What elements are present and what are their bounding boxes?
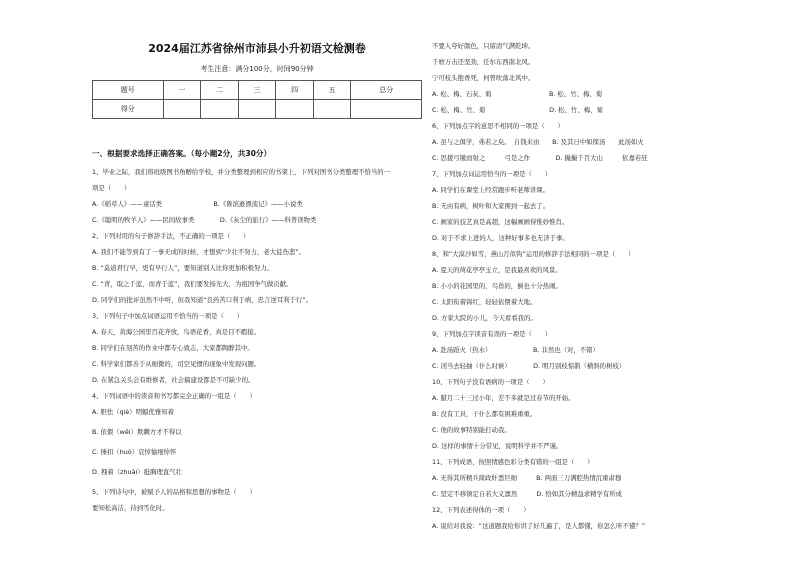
header-cell-part-5: 五	[313, 81, 351, 100]
right-text-line: A. 同学们在课堂上经常跑步听老师讲课。	[432, 186, 549, 194]
right-text-line: 12、下列表述得体的一项（ ）	[432, 506, 530, 514]
paper-title: 2024届江苏省徐州市沛县小升初语文检测卷	[148, 42, 366, 55]
left-text-line: 1、毕业之际，我们将班级图书角赠给学校，并分类整理到相应的书架上，下列对图书分类整理不恰当的一	[92, 168, 391, 176]
right-text-line: B. 小小的花园里的，鸟兽的，倒也十分热闹。	[432, 282, 562, 290]
right-text-line: A. 无得其所精兵简政纤悉巨细 B. 两面三刀满腔热情沉重肃穆	[432, 474, 622, 482]
right-text-line: 7、下列加点词运用恰当的一项是（ ）	[432, 170, 552, 178]
left-text-line: D. 同学们的批评虽然不中听，但我知道“良药苦口利于病，忠言逆耳利于行”。	[92, 296, 313, 304]
right-text-line: 宁可枝头抱香死，何曾吹落北风中。	[432, 74, 535, 82]
right-text-line: C. 太阳衔着锦红，轻轻依偎着大地。	[432, 298, 537, 306]
left-text-line: D. 拽着（zhuài）挺胸理直气壮	[92, 468, 183, 476]
right-text-line: B. 无由有病，树叶和大家围到一起去了。	[432, 202, 550, 210]
row-label-score: 得分	[93, 100, 164, 119]
header-cell-part-3: 三	[238, 81, 276, 100]
right-text-line: C. 画家的技艺真是高超，这幅画画得惟妙惟肖。	[432, 218, 569, 226]
right-text-line: C. 他的故事特别能打动我。	[432, 426, 511, 434]
left-text-line: C. “青，取之于蓝，而青于蓝”，我们要发扬光大，为祖国争气做贡献。	[92, 280, 293, 288]
left-text-line: A. 胆怯（qiè）明媚优雅知着	[92, 408, 174, 416]
score-cell	[313, 100, 351, 119]
left-text-line: A. 春天，黄海公园里百花齐放，鸟语花香，真是目不暇接。	[92, 328, 261, 336]
right-text-line: C. 思援弓缴而射之 弓是之作 D. 撮撮千百大山 依嘉若狂	[432, 154, 648, 162]
right-text-line: 8、和“大漠沙如雪，燕山月似钩”运用的修辞手法相同的一项是（ ）	[432, 250, 635, 258]
left-text-line: 要知松高洁，待到雪化时。	[92, 504, 169, 512]
section-heading: 一、根据要求选择正确答案。（每小题2分，共30分）	[92, 149, 272, 158]
header-cell-question-no: 题号	[93, 81, 164, 100]
score-cell	[276, 100, 314, 119]
right-text-line: C. 闭当去轻抽（什么时候） D. 明月别枝惊鹊（横斜的树枝）	[432, 362, 626, 370]
score-table-score-row	[93, 100, 422, 119]
score-cell	[201, 100, 239, 119]
score-cell	[238, 100, 276, 119]
left-text-line: B. 依偎（wēi）欺瞒方才不得以	[92, 428, 182, 436]
right-text-line: A. 虽与之俱学，弗若之矣。 自钱来由 B. 及其日中如探汤 此汤如火	[432, 138, 644, 146]
right-text-line: A. 松、梅、石灰、菊 B. 松、竹、梅、菊	[432, 90, 603, 98]
left-text-line: D. 在紧急关头会有维修者，社会搞建设都是不可缺少的。	[92, 376, 255, 384]
left-text-line: C. 捶扣（huò）哀悼愉细悼怀	[92, 448, 177, 456]
score-table-header-row	[93, 81, 422, 100]
right-text-line: B. 没有工具，干什么都有困难重重。	[432, 410, 537, 418]
right-text-line: D. 这样的事情十分常见，说明科学并不严谨。	[432, 442, 563, 450]
left-text-line: 项是（ ）	[92, 184, 131, 192]
left-text-line: 2、下列对用的句子修辞手法，不正确的一项是（ ）	[92, 232, 250, 240]
right-text-line: 千磨万击还坚劲，任尔东西南北风。	[432, 58, 535, 66]
left-text-line: A.《稻草人》——童话类 B.《鲁滨逊漂流记》——小说类	[92, 200, 303, 208]
left-text-line: B. “莫道君行早，更有早行人”，要知道别人比你更加积极努力。	[92, 264, 274, 272]
right-text-line: A. 夏天的荷花亭亭玉立，是我最喜欢的风景。	[432, 266, 562, 274]
left-text-line: 4、下列词语中的读音和书写都完全正确的一组是（ ）	[92, 392, 256, 400]
right-text-line: 不要人夸好颜色，只留清气满乾坤。	[432, 42, 535, 50]
header-cell-part-2: 二	[201, 81, 239, 100]
right-text-line: D. 方家大院的小儿，今天看看我的。	[432, 314, 537, 322]
score-cell	[351, 100, 422, 119]
header-cell-total: 总分	[351, 81, 422, 100]
header-cell-part-4: 四	[276, 81, 314, 100]
left-text-line: A. 我们不能等到有了一事无成的时候，才想到“少壮不努力，老大徒伤悲”。	[92, 248, 306, 256]
right-text-line: 10、下列句子没有语病的一项是（ ）	[432, 378, 549, 386]
left-text-line: B. 同学们在刻苦的作业中都专心致志，大家都陶醉其中。	[92, 344, 254, 352]
left-text-line: C.《聪明的牧羊人》——民间故事类 D.《灰尘的旅行》——科普读物类	[92, 216, 317, 224]
score-table	[92, 80, 422, 119]
exam-notice: 考生注意：满分100分，时间90分钟	[200, 65, 314, 73]
right-text-line: 11、下列成语，按照情感色彩分类有错的一组是（ ）	[432, 458, 594, 466]
right-text-line: A. 赴汤蹈火（热水） B. 非然也（对，不错）	[432, 346, 599, 354]
left-text-line: 3、下列句子中加点词语运用不恰当的一项是（ ）	[92, 312, 244, 320]
left-text-line: 5、下列诗句中，被赋予人的品格和思想的事物是（ ）	[92, 488, 256, 496]
right-text-line: C. 松、梅、竹、菊 D. 松、竹、梅、菊	[432, 106, 603, 114]
right-text-line: D. 对于不求上进的人，这种好事多也无济于事。	[432, 234, 569, 242]
left-text-line: C. 科学家们都善于从细微的，司空见惯的现象中发现问题。	[92, 360, 261, 368]
right-text-line: A. 说给对我说：“这道题我给你讲了好几遍了，是人都懂，你怎么听不懂？”	[432, 522, 646, 530]
header-cell-part-1: 一	[163, 81, 201, 100]
right-text-line: 9、下列加点字读音有误的一项是（ ）	[432, 330, 552, 338]
right-text-line: C. 坚定不移镇定自若大义凛然 D. 恰如其分精益求精学有所成	[432, 490, 623, 498]
score-cell	[163, 100, 201, 119]
right-text-line: 6、下列加点字的意思不相同的一项是（ ）	[432, 122, 564, 130]
right-text-line: A. 腊月二十三过小年，差不多就是过春节的开始。	[432, 394, 575, 402]
